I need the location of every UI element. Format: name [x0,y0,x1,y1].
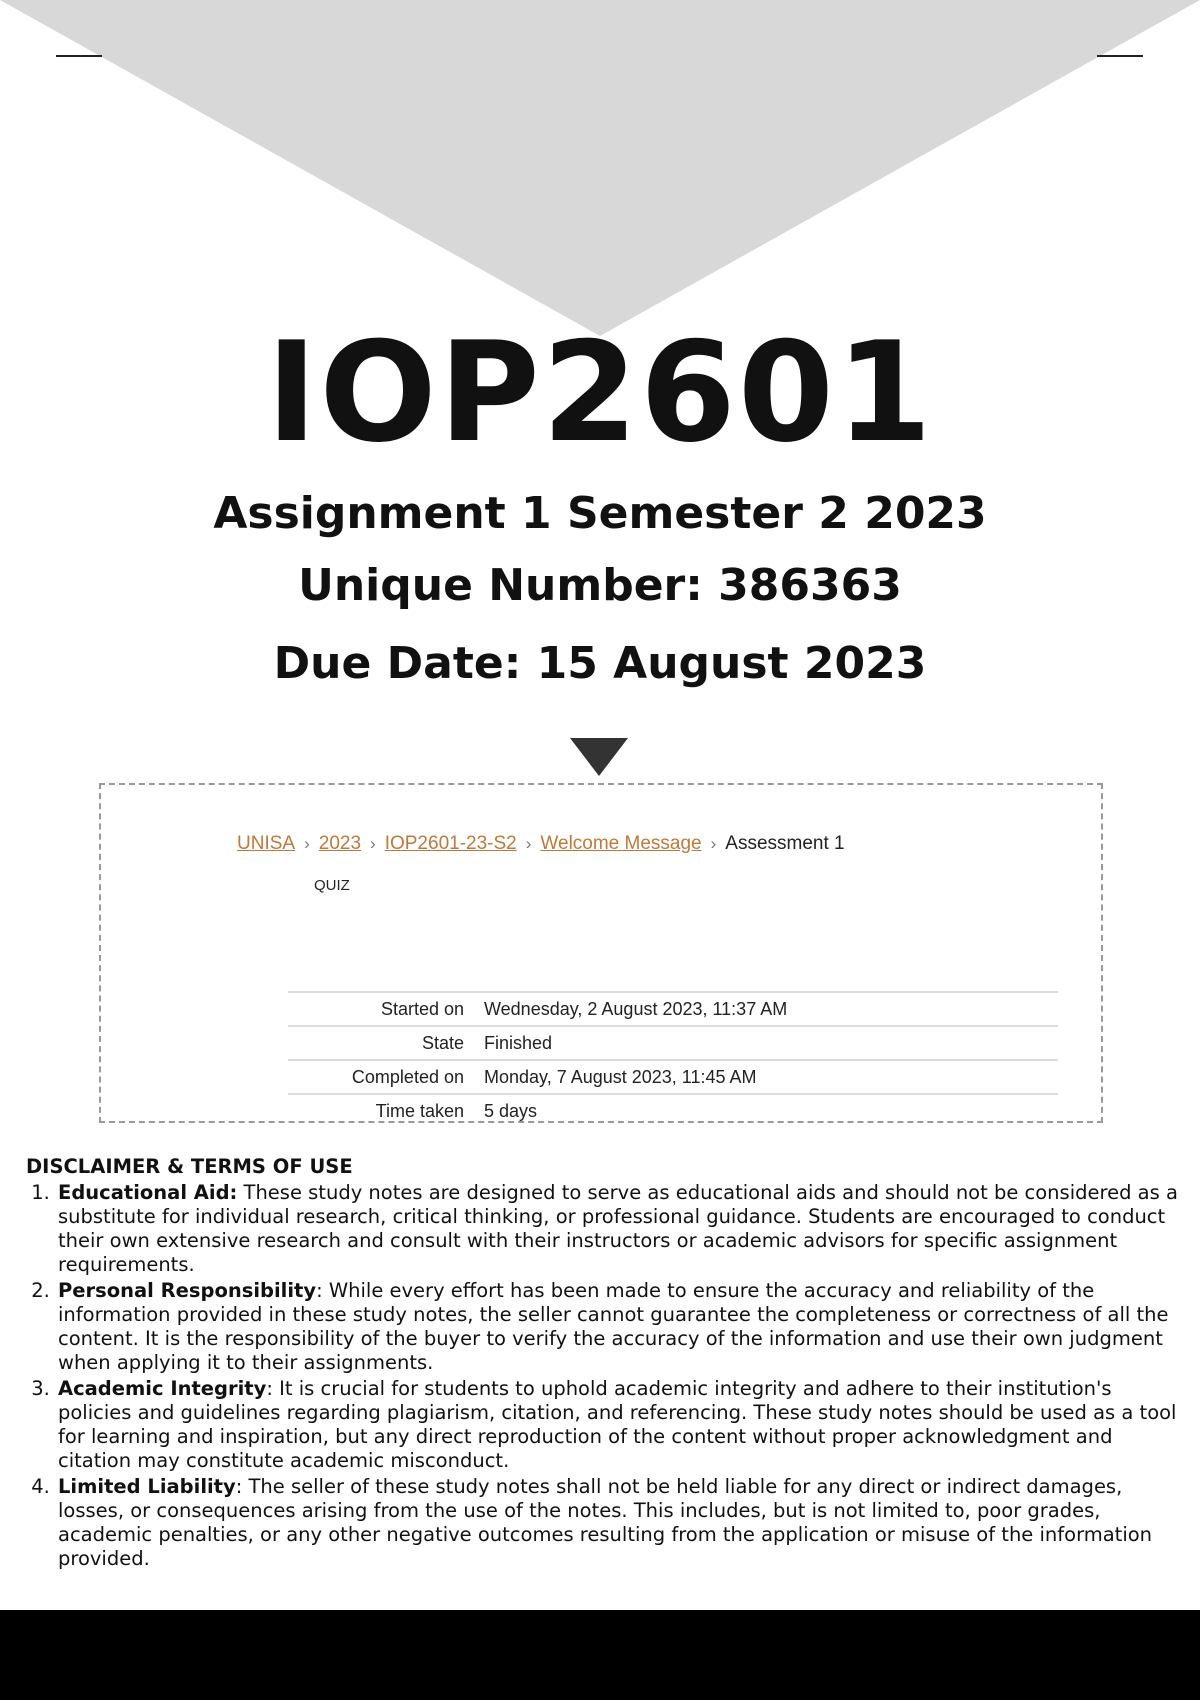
list-item [56,1279,1186,1375]
term-text: : It is crucial for students to uphold academic integrity and adhere to their institution's policies and guidelines regarding plagiarism, citation, and referencing. These study notes should be used as a tool for learning and inspiration, but any direct reproduction of the content without proper acknowledgment and citation may constitute academic misconduct. [58,1377,1177,1472]
quiz-summary-table [288,991,1058,1127]
term-text: : The seller of these study notes shall not be held liable for any direct or indirect damages, losses, or consequences arising from the use of the notes. This includes, but is not limited to, poor grades, academic penalties, or any other negative outcomes resulting from the application or misuse of the information provided. [58,1475,1153,1570]
table-row [288,1026,1058,1060]
disclaimer-list [26,1181,1186,1571]
summary-label: State [288,1026,474,1060]
summary-value: Wednesday, 2 August 2023, 11:37 AM [474,992,1058,1026]
list-item [56,1377,1186,1473]
disclaimer-heading: DISCLAIMER & TERMS OF USE [26,1155,353,1178]
assignment-subtitle: Assignment 1 Semester 2 2023 [213,488,987,539]
chevron-right-icon: › [710,834,717,853]
term-text: These study notes are designed to serve as educational aids and should not be considered as a substitute for individual research, critical thinking, or professional guidance. Students are encouraged to conduct their own extensive research and consult with their instructors or academic advisors for specific assignment requirements. [58,1181,1178,1276]
term-text: : While every effort has been made to ensure the accuracy and reliability of the information provided in these study notes, the seller cannot guarantee the completeness or correctness of all the content. It is the responsibility of the buyer to verify the accuracy of the information and use their own judgment when applying it to their assignments. [58,1279,1169,1374]
summary-value: Finished [474,1026,1058,1060]
table-row [288,992,1058,1026]
list-item [56,1475,1186,1571]
summary-label: Time taken [288,1094,474,1127]
term-label: Educational Aid: [58,1181,238,1204]
quiz-label: QUIZ [314,877,350,894]
bottom-black-bar [0,1610,1200,1700]
corner-line-right [1097,55,1143,57]
term-label: Limited Liability [58,1475,236,1498]
term-label: Personal Responsibility [58,1279,317,1302]
chevron-right-icon: › [525,834,532,853]
breadcrumb [237,833,845,855]
quiz-screenshot-panel [99,783,1103,1123]
summary-label: Started on [288,992,474,1026]
breadcrumb-2023[interactable]: 2023 [318,833,362,854]
summary-label: Completed on [288,1060,474,1094]
down-arrow-icon [570,738,628,776]
chevron-right-icon: › [370,834,376,853]
breadcrumb-welcome-message[interactable]: Welcome Message [540,833,702,854]
due-date: Due Date: 15 August 2023 [273,638,927,689]
unique-number: Unique Number: 386363 [298,560,902,611]
breadcrumb-current: Assessment 1 [725,833,845,854]
course-code-title: IOP2601 [266,312,934,473]
table-row [288,1060,1058,1094]
disclaimer-section [26,1155,1186,1573]
term-label: Academic Integrity [58,1377,267,1400]
summary-value: Monday, 7 August 2023, 11:45 AM [474,1060,1058,1094]
chevron-right-icon: › [304,834,310,853]
summary-value: 5 days [474,1094,1058,1127]
list-item [56,1181,1186,1277]
breadcrumb-course[interactable]: IOP2601-23-S2 [384,833,517,854]
table-row [288,1094,1058,1127]
breadcrumb-unisa[interactable]: UNISA [237,833,296,854]
decorative-triangle-background [0,0,1200,340]
corner-line-left [56,55,102,57]
